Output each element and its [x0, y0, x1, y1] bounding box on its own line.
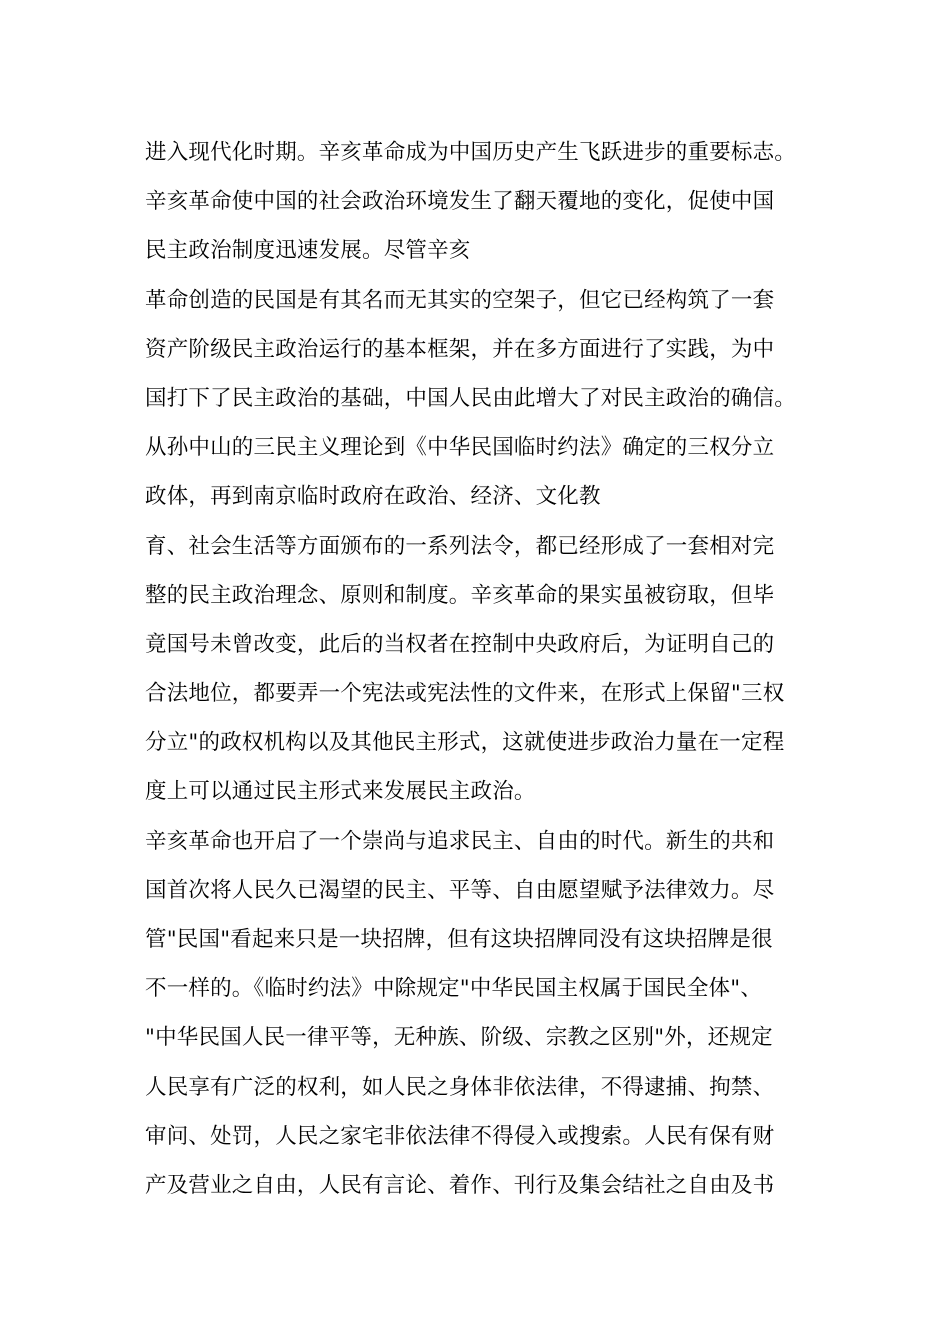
text-line: 辛亥革命也开启了一个崇尚与追求民主、自由的时代。新生的共和 — [145, 828, 775, 854]
text-line: 管"民国"看起来只是一块招牌，但有这块招牌同没有这块招牌是很 — [145, 927, 773, 952]
text-line: 从孙中山的三民主义理论到《中华民国临时约法》确定的三权分立 — [145, 435, 775, 461]
text-line: 资产阶级民主政治运行的基本框架，并在多方面进行了实践，为中 — [145, 336, 775, 362]
text-line: 不一样的。《临时约法》中除规定"中华民国主权属于国民全体"、 — [145, 976, 763, 1002]
text-line: 产及营业之自由，人民有言论、着作、刊行及集会结社之自由及书 — [145, 1172, 775, 1198]
text-line: 进入现代化时期。辛亥革命成为中国历史产生飞跃进步的重要标志。 — [145, 140, 797, 165]
text-line: 度上可以通过民主形式来发展民主政治。 — [145, 779, 536, 805]
text-line: 整的民主政治理念、原则和制度。辛亥革命的果实虽被窃取，但毕 — [145, 582, 775, 608]
text-line: 育、社会生活等方面颁布的一系列法令，都已经形成了一套相对完 — [145, 533, 775, 559]
text-line: 政体，再到南京临时政府在政治、经济、文化教 — [145, 484, 601, 510]
text-line: 人民享有广泛的权利，如人民之身体非依法律，不得逮捕、拘禁、 — [145, 1074, 775, 1100]
text-line: 审问、处罚，人民之家宅非依法律不得侵入或搜索。人民有保有财 — [145, 1123, 775, 1149]
text-line: "中华民国人民一律平等，无种族、阶级、宗教之区别"外，还规定 — [145, 1025, 773, 1051]
body-text — [145, 128, 825, 1210]
text-line: 国打下了民主政治的基础，中国人民由此增大了对民主政治的确信。 — [145, 385, 797, 411]
text-line: 分立"的政权机构以及其他民主形式，这就使进步政治力量在一定程 — [145, 730, 785, 756]
text-line: 竟国号未曾改变，此后的当权者在控制中央政府后，为证明自己的 — [145, 631, 775, 657]
text-line: 国首次将人民久已渴望的民主、平等、自由愿望赋予法律效力。尽 — [145, 877, 775, 903]
text-line: 辛亥革命使中国的社会政治环境发生了翻天覆地的变化，促使中国 — [145, 189, 775, 215]
text-line: 合法地位，都要弄一个宪法或宪法性的文件来，在形式上保留"三权 — [145, 681, 785, 707]
text-line: 民主政治制度迅速发展。尽管辛亥 — [145, 238, 471, 264]
text-line: 革命创造的民国是有其名而无其实的空架子，但它已经构筑了一套 — [145, 287, 775, 313]
